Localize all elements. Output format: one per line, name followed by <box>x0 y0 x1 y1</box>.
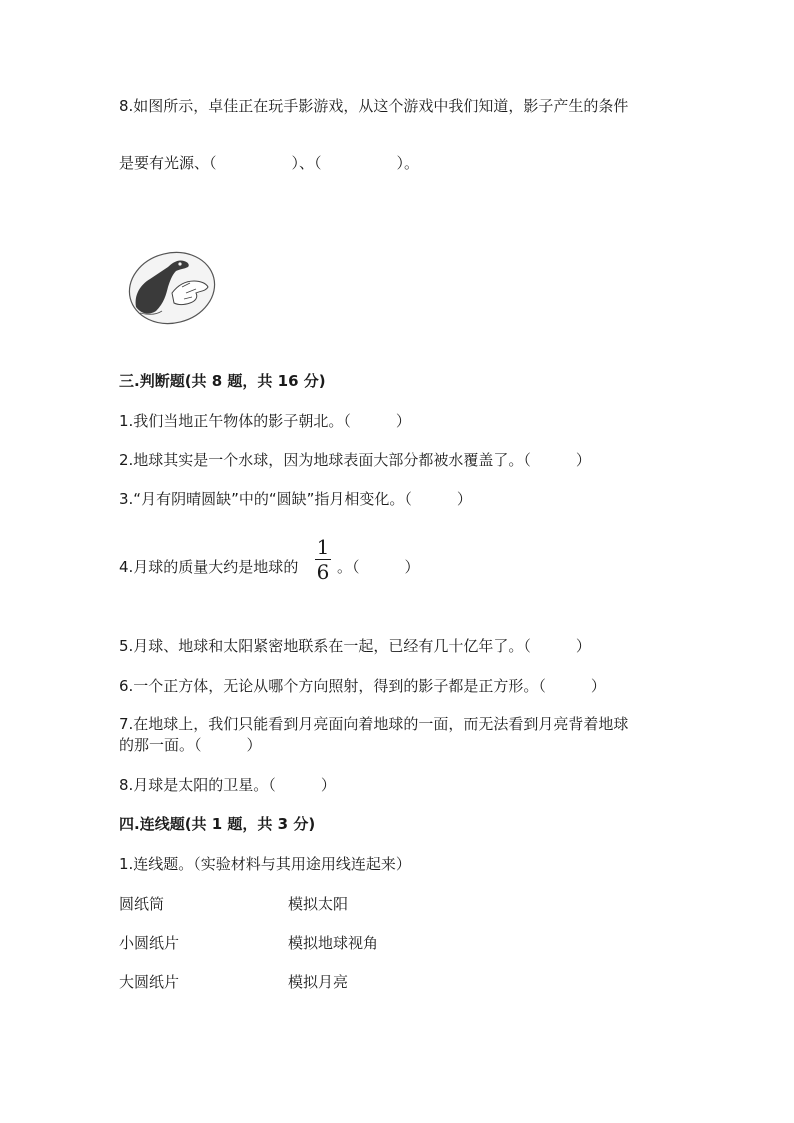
fraction-one-sixth <box>313 536 333 583</box>
right-item: 模拟太阳 <box>288 895 349 913</box>
s3-q8: 8.月球是太阳的卫星。（ ） <box>119 776 336 794</box>
s3-q7-line1: 7.在地球上，我们只能看到月亮面向着地球的一面，而无法看到月亮背着地球 <box>119 715 629 733</box>
fraction-denominator: 6 <box>316 560 330 584</box>
section3-title: 三.判断题(共 8 题，共 16 分) <box>119 372 326 390</box>
left-item: 小圆纸片 <box>119 934 180 952</box>
s3-q4-suffix: 。（ ） <box>337 558 420 576</box>
right-item: 模拟地球视角 <box>288 934 379 952</box>
s3-q1: 1.我们当地正午物体的影子朝北。（ ） <box>119 412 411 430</box>
fraction-numerator: 1 <box>316 535 330 559</box>
s3-q4-prefix: 4.月球的质量大约是地球的 <box>119 558 299 576</box>
s3-q5: 5.月球、地球和太阳紧密地联系在一起，已经有几十亿年了。（ ） <box>119 637 591 655</box>
left-item: 大圆纸片 <box>119 973 180 991</box>
q8-line1: 8.如图所示，卓佳正在玩手影游戏，从这个游戏中我们知道，影子产生的条件 <box>119 97 629 115</box>
s3-q6: 6.一个正方体，无论从哪个方向照射，得到的影子都是正方形。（ ） <box>119 677 606 695</box>
hand-shadow-illustration <box>126 249 218 327</box>
s3-q7-line2: 的那一面。（ ） <box>119 736 262 754</box>
section4-title: 四.连线题(共 1 题，共 3 分) <box>119 815 316 833</box>
s3-q3: 3.“月有阴晴圆缺”中的“圆缺”指月相变化。（ ） <box>119 490 472 508</box>
s3-q2: 2.地球其实是一个水球，因为地球表面大部分都被水覆盖了。（ ） <box>119 451 591 469</box>
right-item: 模拟月亮 <box>288 973 349 991</box>
q8-line2: 是要有光源、（ ）、（ ）。 <box>119 154 420 172</box>
s4-q1: 1.连线题。（实验材料与其用途用线连起来） <box>119 855 411 873</box>
left-item: 圆纸筒 <box>119 895 165 913</box>
